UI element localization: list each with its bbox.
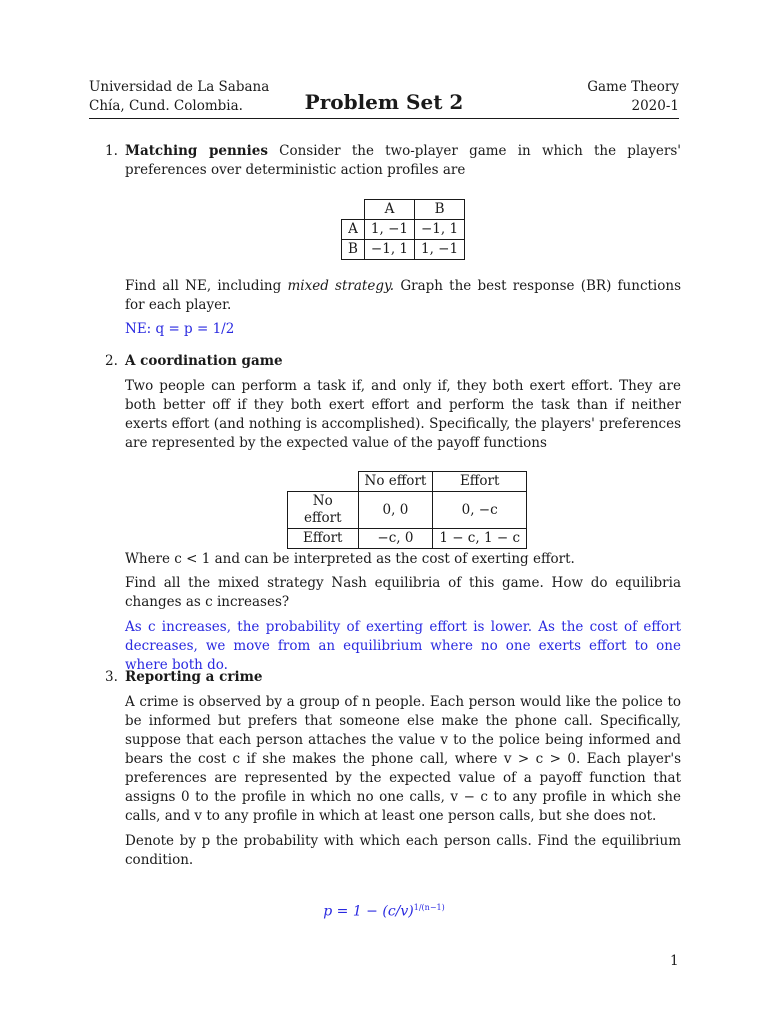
table-cell: 0, 0 <box>358 492 433 529</box>
problem-3 <box>105 668 681 870</box>
problem-1-answer: NE: q = p = 1/2 <box>125 321 235 337</box>
problem-2-answer: As c increases, the probability of exerting effort is lower. As the cost of effort decreases, we move from an equilibrium where no one exerts effort to one where both do. <box>125 619 681 673</box>
formula-base: p = 1 − (c/v) <box>323 903 414 920</box>
page-number: 1 <box>670 953 679 969</box>
table-cell: 1, −1 <box>415 240 465 260</box>
payoff-table-2 <box>287 471 527 549</box>
document-title: Problem Set 2 <box>304 90 464 114</box>
problem-task-text: Denote by p the probability with which each person calls. Find the equilibrium condition. <box>125 833 681 868</box>
task-text: Graph the best response (BR) functions for each player. <box>125 278 681 313</box>
table-col-header: No effort <box>358 472 433 492</box>
university-name: Universidad de La Sabana <box>89 79 270 95</box>
problem-2-task: Find all the mixed strategy Nash equilibria of this game. How do equilibria changes as c increases? <box>125 575 681 610</box>
problem-number: 3. <box>105 669 118 685</box>
formula-exponent: 1/(n−1) <box>413 903 445 912</box>
table-cell: 1, −1 <box>364 220 414 240</box>
problem-number: 2. <box>105 353 118 369</box>
task-emphasis: mixed strategy. <box>287 278 395 294</box>
table-row-header: B <box>342 240 365 260</box>
table-cell: −c, 0 <box>358 529 433 549</box>
problem-title: Reporting a crime <box>125 669 263 685</box>
problem-intro-text: Consider the two-player game in which the players' preferences over deterministic action profiles are <box>125 143 681 178</box>
payoff-table-1 <box>341 199 465 260</box>
problem-intro-text: Two people can perform a task if, and only if, they both exert effort. They are both better off if they both exert effort and perform the task than if neither exerts effort (and nothing is accomplished). Specifically, the players' preferences are represented by the expected value of the payoff functions <box>125 378 681 451</box>
problem-number: 1. <box>105 143 118 159</box>
table-row-header: No effort <box>288 492 359 529</box>
problem-1-intro <box>125 142 681 180</box>
page-header <box>89 78 679 119</box>
table-cell: −1, 1 <box>415 220 465 240</box>
table-row-header: Effort <box>288 529 359 549</box>
university-location: Chía, Cund. Colombia. <box>89 98 243 114</box>
table-row-header: A <box>342 220 365 240</box>
problem-1 <box>105 142 681 180</box>
table-col-header: A <box>364 200 414 220</box>
problem-1-task <box>125 277 681 315</box>
table-cell: −1, 1 <box>364 240 414 260</box>
problem-title: A coordination game <box>125 353 283 369</box>
task-text: Find all NE, including <box>125 278 288 294</box>
course-term: 2020-1 <box>631 98 679 114</box>
problem-2-where: Where c < 1 and can be interpreted as the cost of exerting effort. <box>125 551 575 567</box>
table-col-header: Effort <box>433 472 527 492</box>
course-name: Game Theory <box>587 79 679 95</box>
problem-body-text: A crime is observed by a group of n people. Each person would like the police to be informed but prefers that someone else make the phone call. Specifically, suppose that each person attaches the value v to the police being informed and bears the cost c if she makes the phone call, where v > c > 0. Each player's preferences are represented by the expected value of a payoff function that assigns 0 to the profile in which no one calls, v − c to any profile in which she calls, and v to any profile in which at least one person calls, but she does not. <box>125 694 681 824</box>
problem-title: Matching pennies <box>125 143 268 159</box>
table-col-header: B <box>415 200 465 220</box>
problem-2 <box>105 352 681 453</box>
equilibrium-formula <box>0 903 768 920</box>
table-cell: 1 − c, 1 − c <box>433 529 527 549</box>
table-cell: 0, −c <box>433 492 527 529</box>
